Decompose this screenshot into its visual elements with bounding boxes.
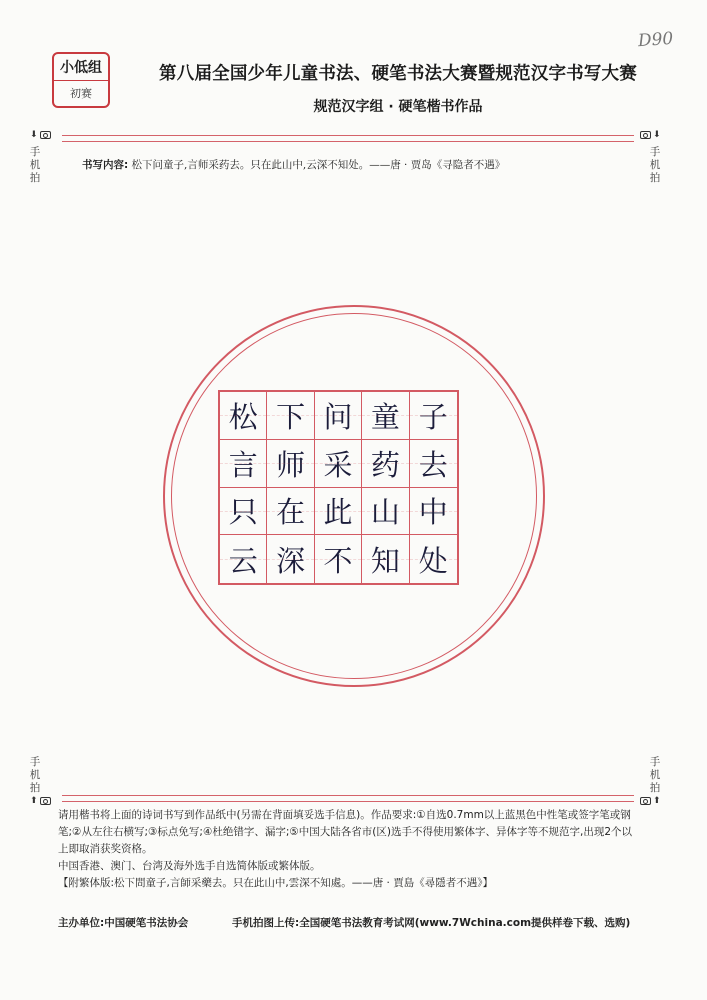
grid-cell: 松 bbox=[220, 392, 267, 440]
grid-cell: 此 bbox=[315, 488, 362, 536]
grid-cell: 只 bbox=[220, 488, 267, 536]
arrow-down-icon: ⬇ bbox=[30, 130, 38, 140]
grid-cell: 师 bbox=[267, 440, 314, 488]
instructions-traditional-version: 【附繁体版:松下問童子,言師采藥去。只在此山中,雲深不知處。——唐 · 賈島《尋隱者不遇》】 bbox=[58, 877, 493, 889]
top-right-marker bbox=[640, 130, 661, 140]
grid-cell: 去 bbox=[410, 440, 457, 488]
grid-cell: 子 bbox=[410, 392, 457, 440]
camera-icon bbox=[40, 131, 51, 139]
grid-cell: 问 bbox=[315, 392, 362, 440]
arrow-up-icon: ⬆ bbox=[30, 796, 38, 806]
phone-label-top-right: 手机拍 bbox=[649, 146, 661, 184]
upload-info-line: 手机拍图上传:全国硬笔书法教育考试网(www.7Wchina.com提供样卷下载、选购) bbox=[232, 917, 631, 929]
writing-content-label: 书写内容: bbox=[82, 159, 129, 171]
grid-cell: 下 bbox=[267, 392, 314, 440]
grid-cell: 云 bbox=[220, 535, 267, 583]
grid-cell: 不 bbox=[315, 535, 362, 583]
calligraphy-grid bbox=[218, 390, 459, 585]
grid-cell: 言 bbox=[220, 440, 267, 488]
bottom-right-marker bbox=[640, 796, 661, 806]
grid-cell: 药 bbox=[362, 440, 409, 488]
phone-label-top-left: 手机拍 bbox=[29, 146, 41, 184]
grid-cell: 中 bbox=[410, 488, 457, 536]
camera-icon bbox=[640, 797, 651, 805]
badge-round-label: 初赛 bbox=[70, 87, 92, 101]
grid-cell: 知 bbox=[362, 535, 409, 583]
instructions-overseas: 中国香港、澳门、台湾及海外选手自选简体版或繁体版。 bbox=[58, 860, 321, 872]
camera-icon bbox=[40, 797, 51, 805]
phone-label-bottom-left: 手机拍 bbox=[29, 756, 41, 794]
grid-cell: 采 bbox=[315, 440, 362, 488]
group-badge bbox=[52, 52, 110, 108]
grid-cell: 在 bbox=[267, 488, 314, 536]
badge-group-label: 小低组 bbox=[54, 54, 108, 81]
grid-cell: 处 bbox=[410, 535, 457, 583]
writing-content-text: 松下问童子,言师采药去。只在此山中,云深不知处。——唐 · 贾岛《寻隐者不遇》 bbox=[131, 159, 506, 171]
bottom-left-marker bbox=[30, 796, 51, 806]
grid-cell: 童 bbox=[362, 392, 409, 440]
handwritten-serial: D90 bbox=[637, 28, 674, 52]
contest-subtitle: 规范汉字组 · 硬笔楷书作品 bbox=[313, 99, 483, 115]
top-border-line bbox=[62, 135, 634, 136]
bottom-border-line-inner bbox=[62, 795, 634, 796]
bottom-border-line bbox=[62, 801, 634, 802]
camera-icon bbox=[640, 131, 651, 139]
grid-cell: 深 bbox=[267, 535, 314, 583]
contest-title: 第八届全国少年儿童书法、硬笔书法大赛暨规范汉字书写大赛 bbox=[159, 64, 637, 84]
instructions-requirements: 请用楷书将上面的诗词书写到作品纸中(另需在背面填妥选手信息)。作品要求:①自选0.7mm以上蓝黑色中性笔或签字笔或钢笔;②从左往右横写;③标点免写;④杜绝错字、漏字;⑤中国大陆各省市(区)选手不得使用繁体字、异体字等不规范字,出现2个以上即取消获奖资格。 bbox=[58, 809, 633, 855]
phone-label-bottom-right: 手机拍 bbox=[649, 756, 661, 794]
arrow-down-icon: ⬇ bbox=[653, 130, 661, 140]
instructions-block bbox=[58, 807, 638, 892]
grid-cell: 山 bbox=[362, 488, 409, 536]
top-border-line-inner bbox=[62, 141, 634, 142]
arrow-up-icon: ⬆ bbox=[653, 796, 661, 806]
organizer-line: 主办单位:中国硬笔书法协会 bbox=[58, 917, 189, 929]
top-left-marker bbox=[30, 130, 51, 140]
writing-content bbox=[82, 157, 505, 172]
